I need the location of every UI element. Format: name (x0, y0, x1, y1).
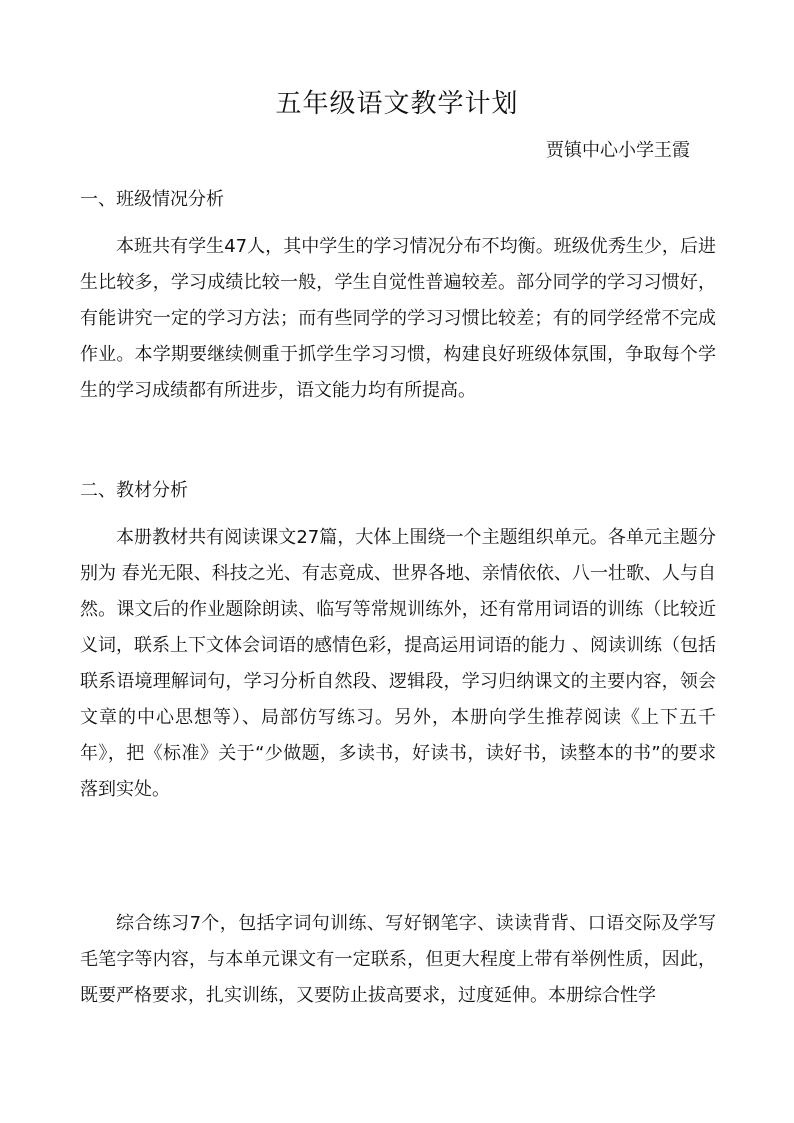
paragraph-textbook-analysis: 本册教材共有阅读课文27篇，大体上围绕一个主题组织单元。各单元主题分别为 春光无限、科技之光、有志竟成、世界各地、亲情依依、八一壮歌、人与自然。课文后的作业题除朗读、临写等常规训练外，还有常用词语的训练（比较近义词，联系上下文体会词语的感情色彩，提高运用词语的能力 、阅读训练（包括联系语境理解词句，学习分析自然段、逻辑段，学习归纳课文的主要内容，领会文章的中心思想等）、局部仿写练习。另外，本册向学生推荐阅读《上下五千年》，把《标准》关于“少做题，多读书，好读书，读好书，读整本的书”的要求落到实处。 (80, 527, 716, 800)
document-title: 五年级语文教学计划 (275, 89, 519, 119)
section-heading-textbook-analysis: 二、教材分析 (80, 480, 188, 501)
section-heading-class-analysis: 一、班级情况分析 (80, 189, 224, 210)
document-author: 贾镇中心小学王霞 (546, 140, 690, 161)
paragraph-class-analysis: 本班共有学生47人，其中学生的学习情况分布不均衡。班级优秀生少，后进生比较多，学习成绩比较一般，学生自觉性普遍较差。部分同学的学习习惯好，有能讲究一定的学习方法；而有些同学的学习习惯比较差；有的同学经常不完成作业。本学期要继续侧重于抓学生学习习惯，构建良好班级体氛围，争取每个学生的学习成绩都有所进步，语文能力均有所提高。 (80, 236, 716, 401)
paragraph-comprehensive-exercises: 综合练习7个，包括字词句训练、写好钢笔字、读读背背、口语交际及学写毛笔字等内容，与本单元课文有一定联系，但更大程度上带有举例性质，因此，既要严格要求，扎实训练，又要防止拔高要求，过度延伸。本册综合性学 (80, 913, 716, 1006)
